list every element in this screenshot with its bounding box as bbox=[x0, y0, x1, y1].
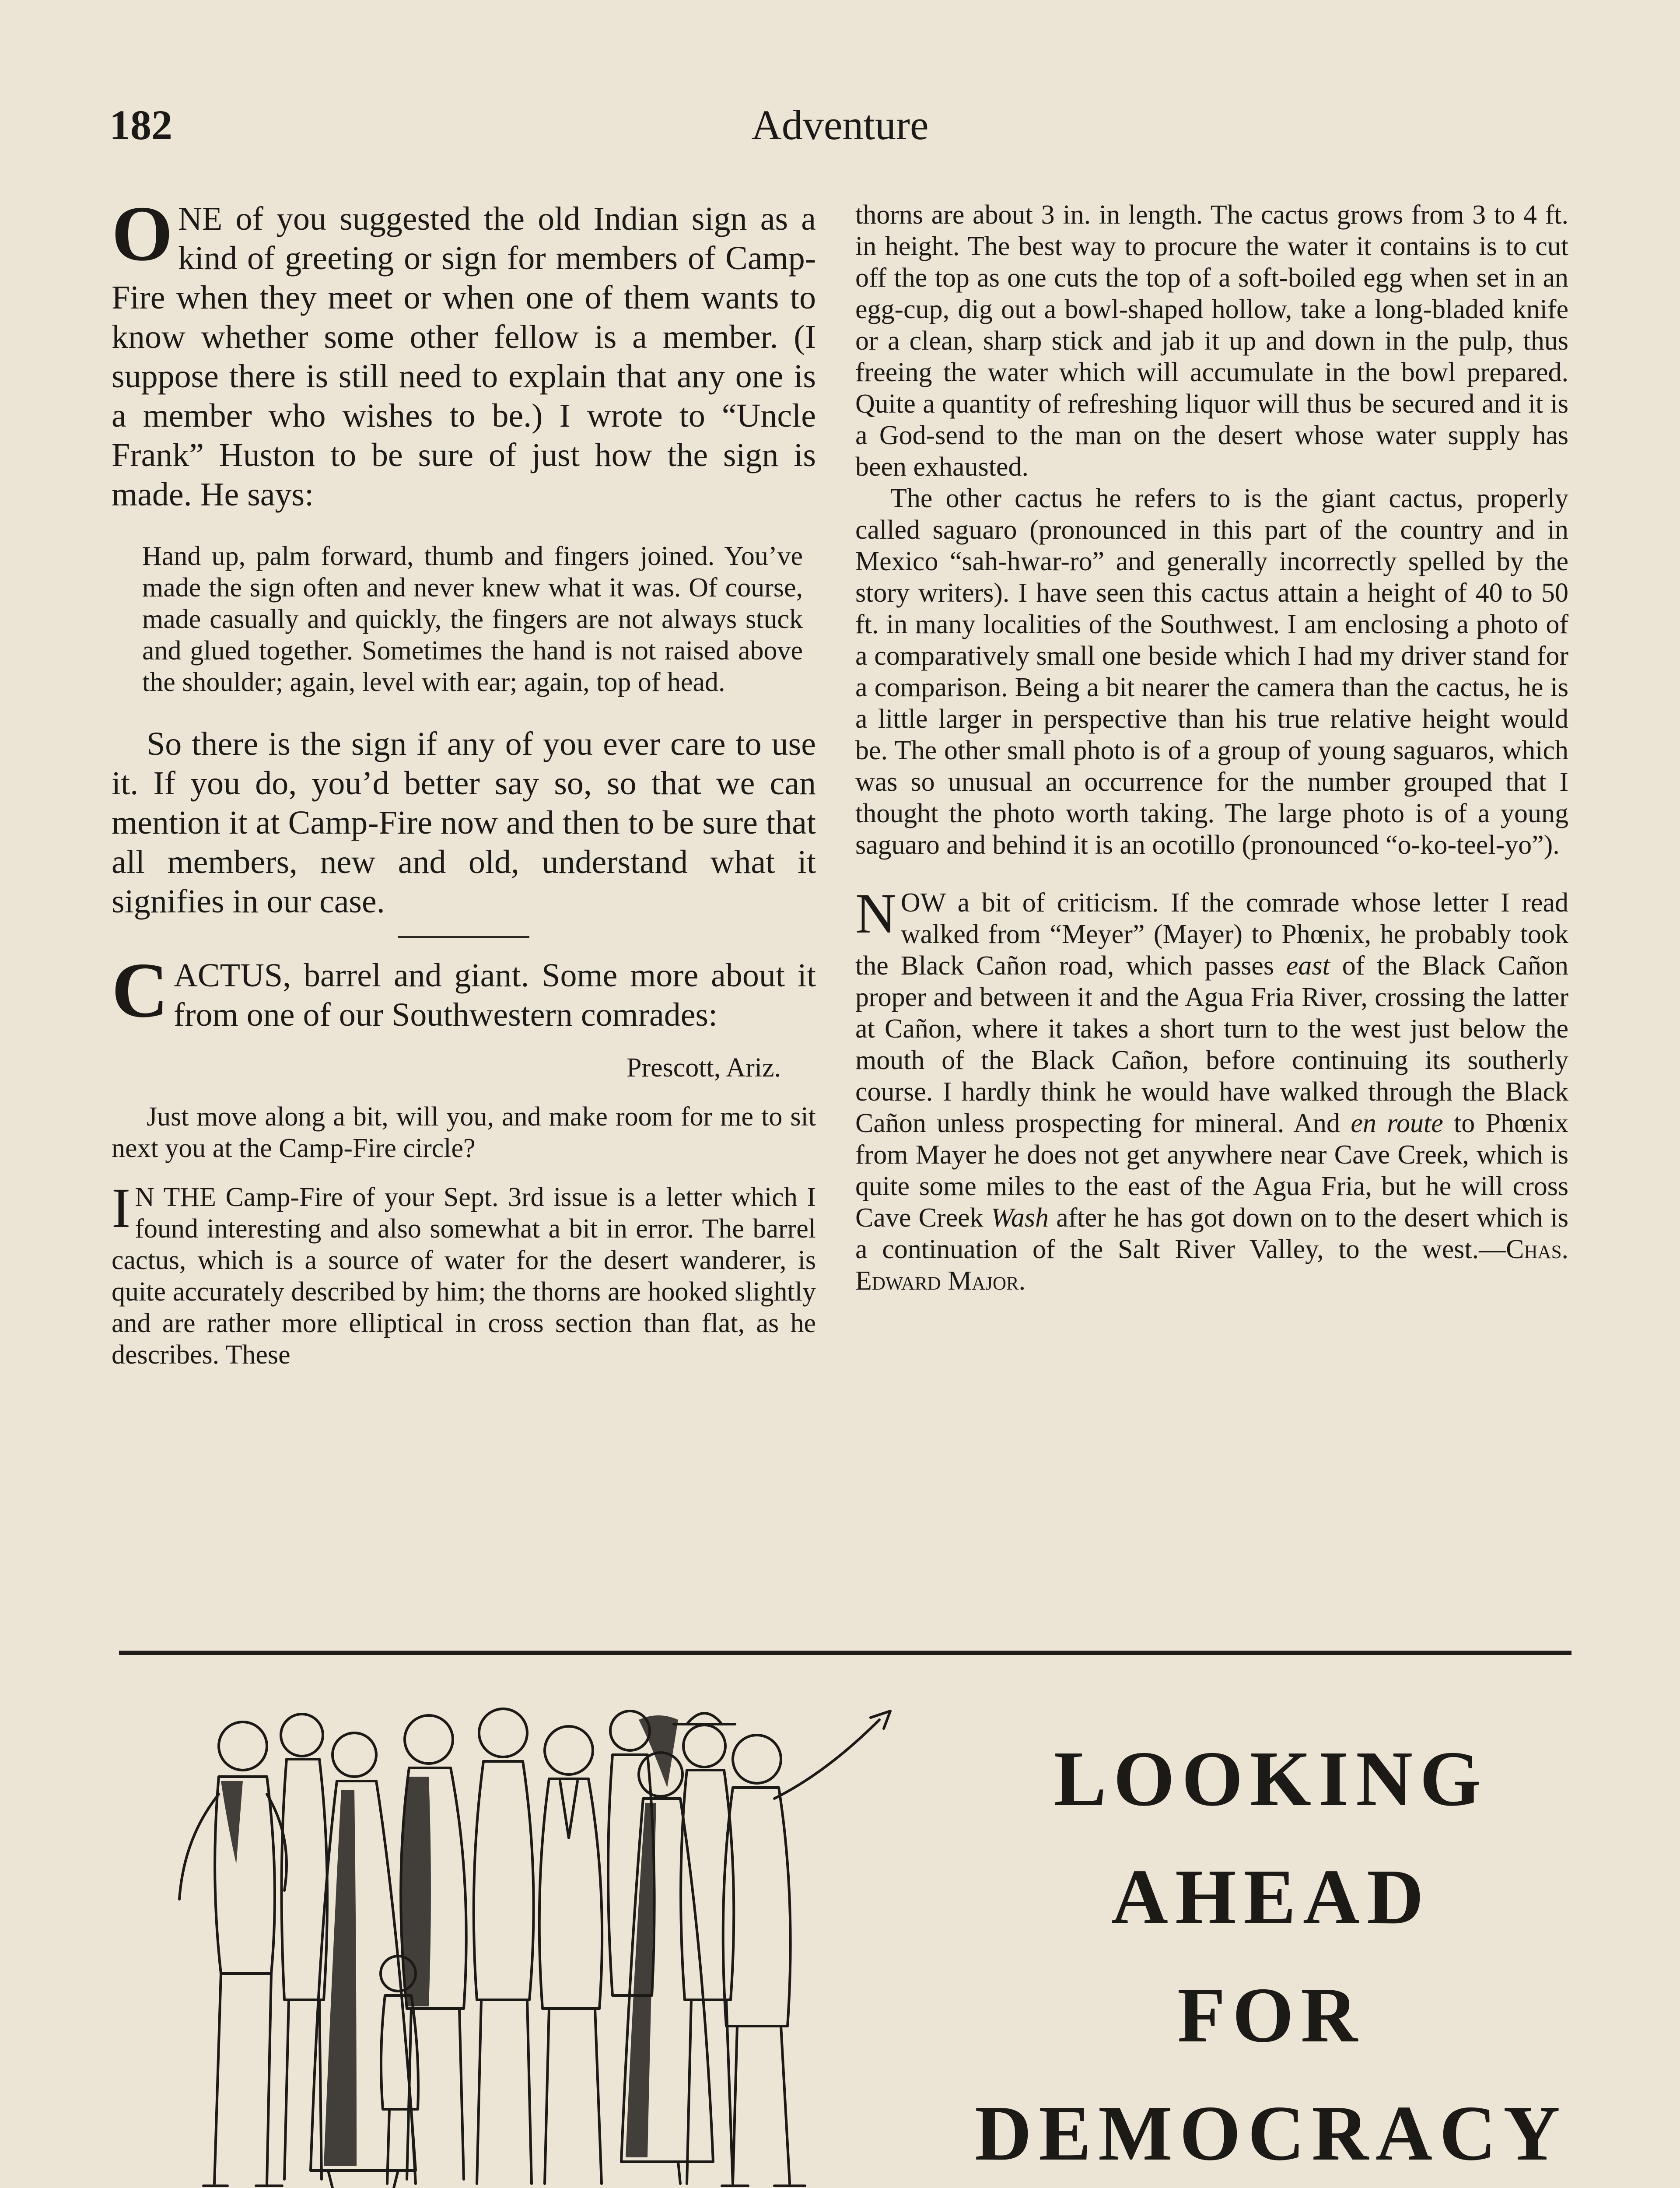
letter-place: Prescott, Ariz. bbox=[626, 1053, 781, 1083]
cactus-intro-paragraph: CACTUS, barrel and giant. Some more about it from one of our Southwestern comrades: bbox=[112, 947, 816, 1034]
signature: Chas. Edward Major. bbox=[855, 1234, 1568, 1296]
page-number: 182 bbox=[109, 102, 172, 148]
top-rule bbox=[119, 1651, 1572, 1655]
letter-body: I N THE Camp-Fire of your Sept. 3rd issue is a letter which I found interesting and also somewhat a bit in error. The barrel cactus, which is a source of water for the desert wanderer, is quite accurately described by him; the thorns are hooked slightly and are rather more elliptical in cross section than flat, as he describes. These bbox=[112, 1177, 816, 1370]
right-column bbox=[855, 199, 1568, 1297]
drop-cap: N bbox=[855, 882, 896, 945]
banner-line: AHEAD bbox=[1111, 1853, 1431, 1940]
banner-line: LOOKING bbox=[1054, 1735, 1488, 1822]
democracy-banner bbox=[954, 1720, 1588, 2188]
drop-cap: I bbox=[112, 1177, 131, 1240]
criticism-paragraph: NOW a bit of criticism. If the comrade whose letter I read walked from “Meyer” (Mayer) to Phœnix, he probably took the Black Cañon road, which passes east of the Black Cañon proper and between it and the Agua Fria River, crossing the latter at Cañon, where it takes a short turn to the west just below the mouth of the Black Cañon, before continuing its southerly course. I hardly think he would have walked through the Black Cañon unless prospecting for mineral. And en route to Phœnix from Mayer he does not get anywhere near Cave Creek, which is quite some miles to the east of the Agua Fria, but he will cross Cave Creek Wash after he has got down on to the desert which is a continuation of the Salt River Valley, to the west.—Chas. Edward Major. bbox=[855, 882, 1568, 1296]
saguaro-paragraph: The other cactus he refers to is the giant cactus, properly called saguaro (pronounced in this part of the country and in Mexico “sah-hwar-ro” and generally incorrectly spelled by the story writers). I have seen this cactus attain a height of 40 to 50 ft. in many localities of the Southwest. I am enclosing a photo of a comparatively small one beside which I had my driver stand for a comparison. Being a bit nearer the camera than the cactus, he is a little larger in perspective than his true relative height would be. The other small photo is of a group of young saguaros, which was so unusual an occurrence for the number grouped that I thought the photo worth taking. The large photo is of a young saguaro and behind it is an ocotillo (pronounced “o-ko-teel-yo”). bbox=[855, 484, 1568, 860]
drop-cap: O bbox=[112, 190, 173, 277]
sign-usage-paragraph: So there is the sign if any of you ever care to use it. If you do, you’d better say so, so that we can mention it at Camp-Fire now and then to be sure that all members, new and old, understand what it signifies in our case. bbox=[112, 726, 816, 920]
huston-quote: Hand up, palm forward, thumb and fingers joined. You’ve made the sign often and never knew what it was. Of course, made casually and quickly, the fingers are not always stuck and glued together. Sometimes the hand is not raised above the shoulder; again, level with ear; again, top of head. bbox=[142, 541, 803, 697]
crowd-illustration bbox=[127, 1694, 998, 2188]
letter-intro: Just move along a bit, will you, and make room for me to sit next you at the Camp-Fire circle? bbox=[112, 1102, 816, 1163]
section-divider bbox=[398, 936, 529, 938]
indian-sign-paragraph: ONE of you suggested the old Indian sign as a kind of greeting or sign for members of Camp-Fire when they meet or when one of them wants to know whether some other fellow is a member. (I suppose there is still need to explain that any one is a member who wishes to be.) I wrote to “Uncle Frank” Huston to be sure of just how the sign is made. He says: bbox=[112, 190, 816, 513]
left-column bbox=[112, 190, 816, 1371]
banner-line: FOR bbox=[1177, 1971, 1365, 2058]
page-header bbox=[109, 101, 1571, 158]
drop-cap: C bbox=[112, 947, 168, 1034]
banner-line: DEMOCRACY bbox=[975, 2090, 1567, 2177]
barrel-cactus-paragraph: thorns are about 3 in. in length. The cactus grows from 3 to 4 ft. in height. The best way to procure the water it contains is to cut off the top as one cuts the top of a soft-boiled egg when set in an egg-cup, dig out a bowl-shaped hollow, take a long-bladed knife or a clean, sharp stick and jab it up and down in the pulp, thus freeing the water which will accumulate in the bowl prepared. Quite a quantity of refreshing liquor will thus be secured and it is a God-send to the man on the desert whose water supply has been exhausted. bbox=[855, 200, 1568, 482]
running-title: Adventure bbox=[751, 102, 929, 148]
